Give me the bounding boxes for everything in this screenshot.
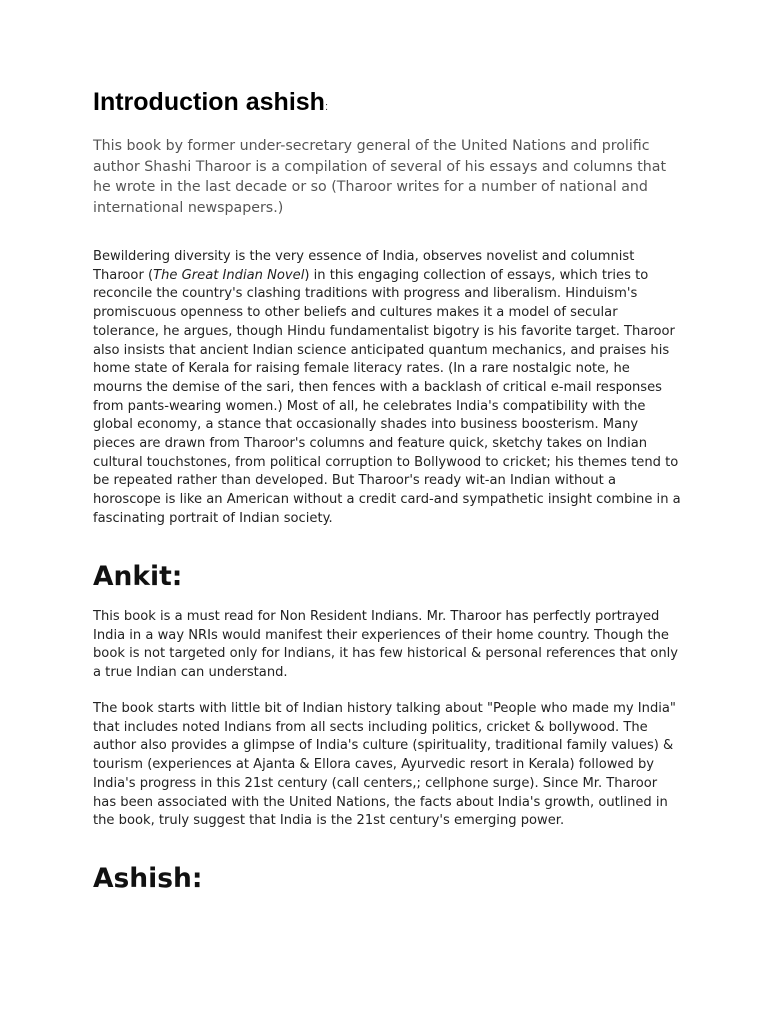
ankit-paragraph-1: This book is a must read for Non Resident Indians. Mr. Tharoor has perfectly portrayed India in a way NRIs would manifest their experiences of their home country. Though the book is not targeted only for Indians, it has few historical & personal references that only a true Indian can understand. [93,609,679,681]
document-title [93,88,328,117]
review-text-start: Bewildering diversity is the very essence of India, observes novelist and columnist Tharoor ( [93,249,635,283]
ankit-heading: Ankit: [93,561,183,592]
title-colon: : [324,101,329,113]
ankit-paragraph-2: The book starts with little bit of Indian history talking about "People who made my India" that includes noted Indians from all sects including politics, cricket & bollywood. The author also provides a glimpse of India's culture (spirituality, traditional family values) & tourism (experiences at Ajanta & Ellora caves, Ayurvedic resort in Kerala) followed by India's progress in this 21st century (call centers,; cellphone surge). Since Mr. Tharoor has been associated with the United Nations, the facts about India's growth, outlined in the book, truly suggest that India is the 21st century's emerging power. [93,701,676,829]
review-paragraph [93,248,681,529]
book-title-italic: The Great Indian Novel [153,267,305,283]
ashish-heading: Ashish: [93,863,203,894]
intro-paragraph: This book by former under-secretary general of the United Nations and prolific author Shashi Tharoor is a compilation of several of his essays and columns that he wrote in the last decade or so (Tharoor writes for a number of national and international newspapers.) [93,138,667,216]
title-text: Introduction ashish [93,88,325,116]
review-text-end: ) in this engaging collection of essays, which tries to reconcile the country's clashing traditions with progress and liberalism. Hinduism's promiscuous openness to other beliefs and cultures makes it a model of secular tolerance, he argues, though Hindu fundamentalist bigotry is his favorite target. Tharoor also insists that ancient Indian science anticipated quantum mechanics, and praises his home state of Kerala for raising female literacy rates. (In a rare nostalgic note, he mourns the demise of the sari, then fences with a backlash of critical e-mail responses from pants-wearing women.) Most of all, he celebrates India's compatibility with the global economy, a stance that occasionally shades into business boosterism. Many pieces are drawn from Tharoor's columns and feature quick, sketchy takes on Indian cultural touchstones, from political corruption to Bollywood to cricket; his themes tend to be repeated rather than developed. But Tharoor's ready wit-an Indian without a horoscope is like an American without a credit card-and sympathetic insight combine in a fascinating portrait of Indian society. [93,267,681,526]
